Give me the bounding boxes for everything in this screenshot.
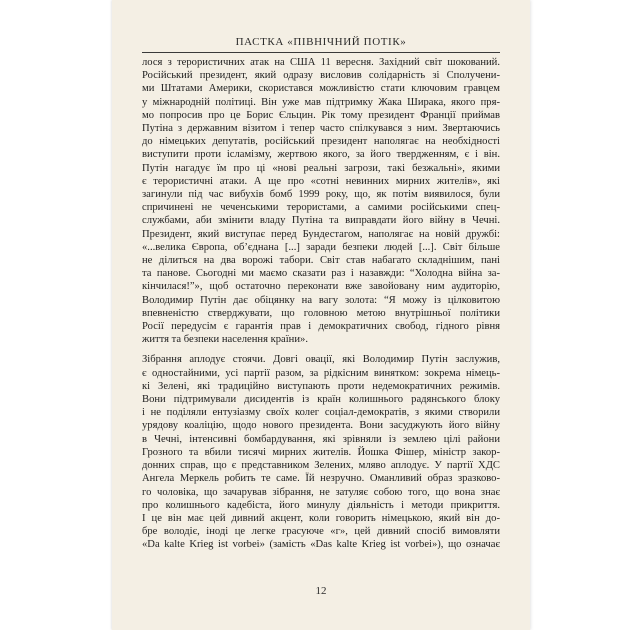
text-line: Президент, який виступає перед Бундестагом, наполягає на новій дружбі: xyxy=(142,228,500,240)
text-line: «...велика Європа, об’єднана [...] заради безпеки людей [...]. Світ більше xyxy=(142,241,500,253)
text-line: Володимир Путін дає обіцянку на вагу золота: “Я можу із цілковитою xyxy=(142,294,500,306)
text-line: донних справ, що є представником Зелених, мляво аплодує. У партії ХДС xyxy=(142,460,500,472)
text-line: ми Штатами Америки, скористався можливістю стати ключовим гравцем xyxy=(142,83,500,95)
text-line: є терористичні атаки. А ще про «сотні невинних мирних жителів», які xyxy=(142,175,500,187)
text-line: загинули під час вибухів бомб 1999 року, що, як потім виявилося, були xyxy=(142,189,500,201)
text-line: лося з терористичних атак на США 11 вересня. Західний світ шокований. xyxy=(142,57,500,68)
text-line: мо попросив про це Борис Єльцин. Рік тому президент Франції приймав xyxy=(142,109,500,121)
text-line: І це він має цей дивний акцент, коли говорить німецькою, який він до- xyxy=(142,512,500,524)
book-page xyxy=(112,0,530,630)
text-line: є одностайними, усі партії разом, за рідкісним винятком: зокрема німець- xyxy=(142,367,500,379)
text-line: про колишнього кадебіста, його минулу діяльність і методи прикриття. xyxy=(142,499,500,511)
text-line: Путіна з державним візитом і тепер часто спілкувався з ним. Звертаючись xyxy=(142,123,500,135)
text-line: до німецьких депутатів, російський президент наполягає на необхідності xyxy=(142,136,500,148)
text-line: та панове. Сьогодні ми маємо сказати раз і назавжди: “Холодна війна за- xyxy=(142,268,500,280)
text-line: кі Зелені, які традиційно виступають проти недемократичних режимів. xyxy=(142,380,500,392)
text-line: і не поділяли ентузіазму своїх колег соціал-демократів, з якими створили xyxy=(142,407,500,419)
text-line: Вони підтримували дисидентів із країн колишнього радянського блоку xyxy=(142,394,500,406)
body-text xyxy=(142,56,500,552)
text-line: спричинені не чеченськими терористами, а самими російськими спец- xyxy=(142,202,500,214)
text-line: життя та безпеки населення країни». xyxy=(142,334,308,346)
text-line: Ангела Меркель робить те саме. Їй незручно. Оманливий образ зразково- xyxy=(142,473,500,485)
header-rule xyxy=(142,52,500,53)
text-line: службами, аби змінити владу Путіна та виправдати його війну в Чечні. xyxy=(142,215,500,227)
text-line: «Da kalte Krieg ist vorbei» (замість «Das kalte Krieg ist vorbei»), що означає xyxy=(142,539,500,551)
text-line: Путін нагадує їм про ці «нові реальні загрози, такі безжальні», якими xyxy=(142,162,500,174)
text-line: Росії передусім є гарантія прав і демократичних свобод, гідного рівня xyxy=(142,321,500,333)
paragraph-1 xyxy=(142,56,500,346)
text-line: Грозного та вбили тисячі мирних жителів. Йошка Фішер, міністр закор- xyxy=(142,446,500,458)
text-line: бре володіє, іноді це легке грасуюче «г», цей дивний спосіб вимовляти xyxy=(142,526,500,538)
text-line: не ділиться на два ворожі табори. Світ став набагато складнішим, пані xyxy=(142,255,500,267)
text-line: в Чечні, інтенсивні бомбардування, які зрівняли із землею цілі райони xyxy=(142,433,500,445)
text-line: впевненістю стверджувати, що головною метою внутрішньої політики xyxy=(142,307,500,319)
page-number: 12 xyxy=(315,585,327,597)
running-head: ПАСТКА «ПІВНІЧНИЙ ПОТІК» xyxy=(235,36,407,48)
text-line: Російський президент, який одразу висловив солідарність зі Сполучени- xyxy=(142,70,500,82)
text-line: кінчилася!”», щоб остаточно переконати вже завойовану ним аудиторію, xyxy=(142,281,500,293)
text-line: урядову коаліцію, щодо нового президента. Вони засуджують його війну xyxy=(142,420,500,432)
text-line: у міжнародній політиці. Він уже мав підтримку Жака Ширака, якого пря- xyxy=(142,96,500,108)
text-line: виступити проти ісламізму, жертвою якого, за його твердженням, є і він. xyxy=(142,149,500,161)
text-line: го чоловіка, що зачарував зібрання, не затуляє собою того, що вона знає xyxy=(142,486,500,498)
paragraph-2 xyxy=(142,353,500,551)
text-line: Зібрання аплодує стоячи. Довгі овації, які Володимир Путін заслужив, xyxy=(142,354,500,366)
